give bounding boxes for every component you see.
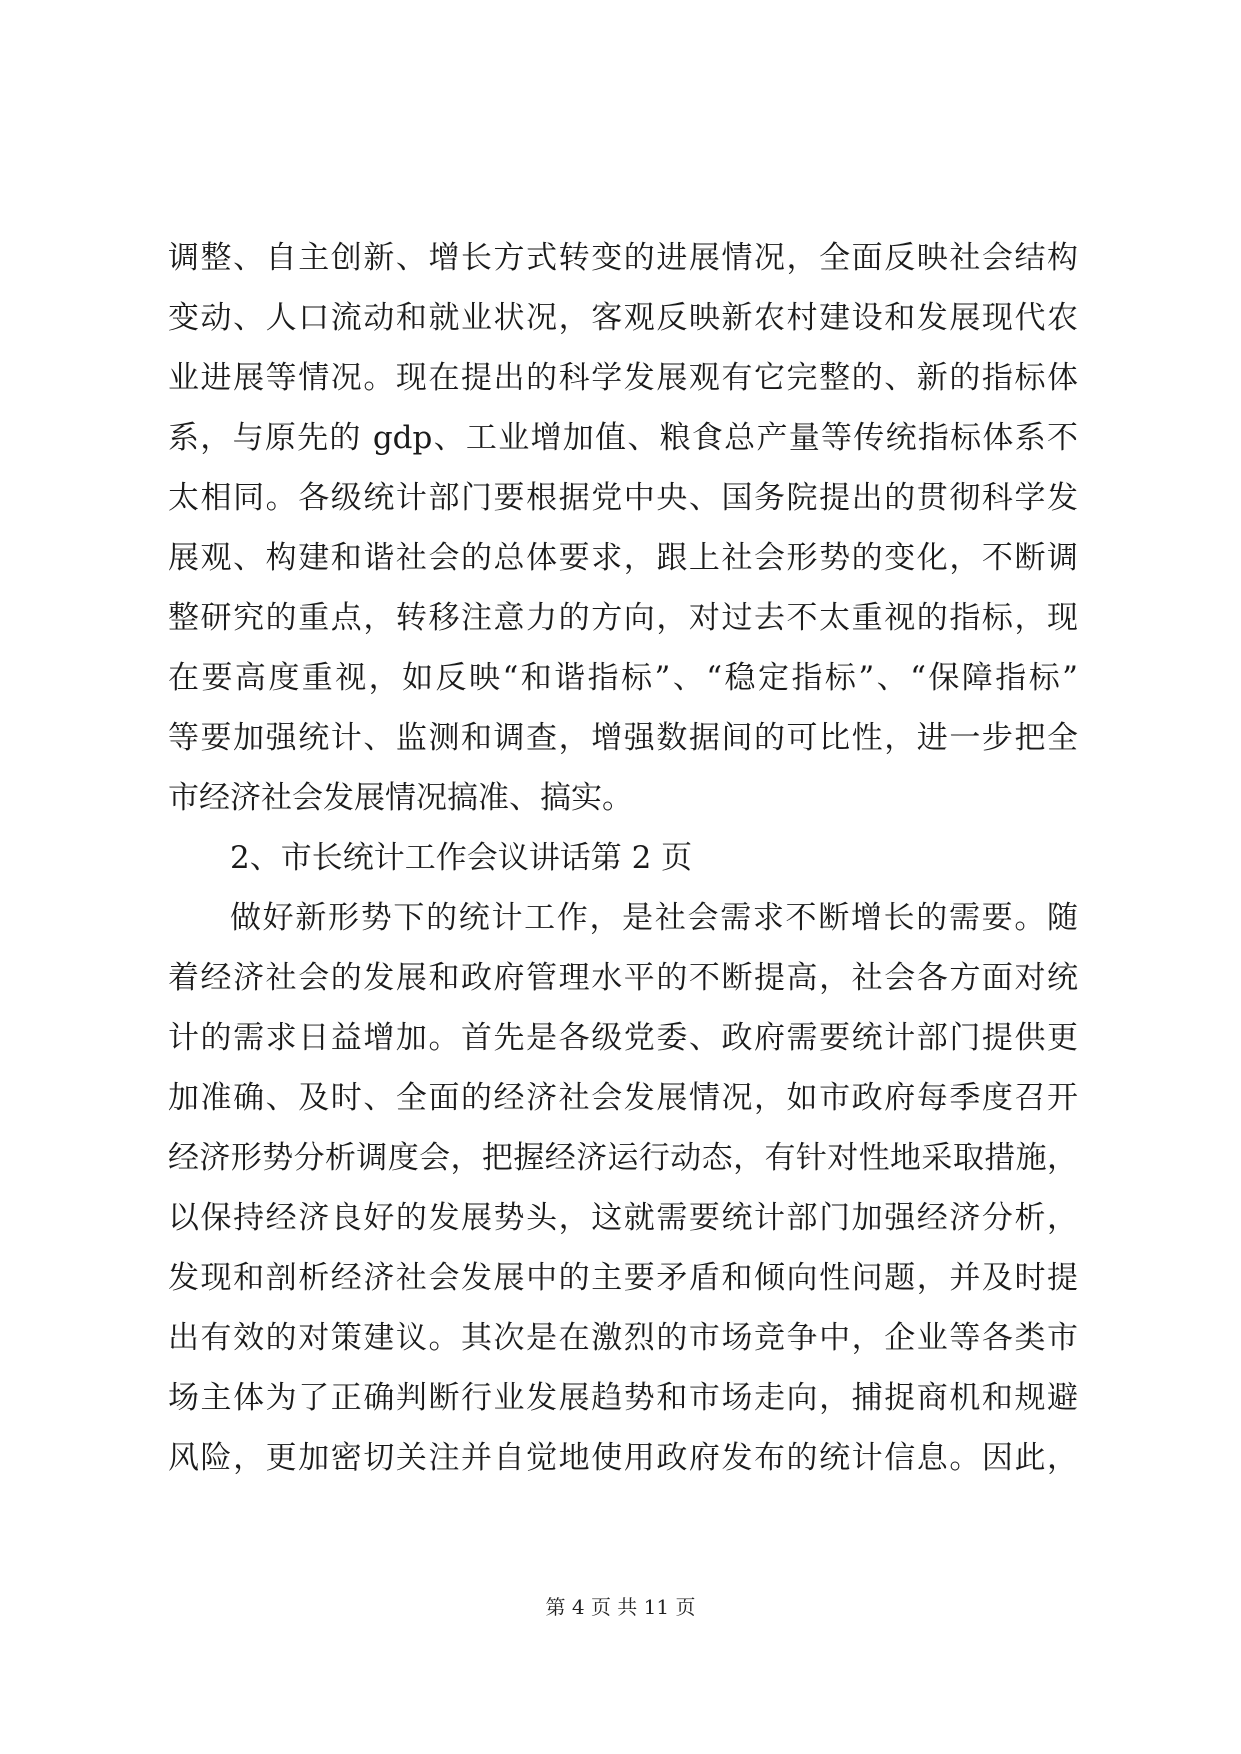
text-line: 等要加强统计、监测和调查，增强数据间的可比性，进一步把全 xyxy=(168,720,1078,756)
text-line: 整研究的重点，转移注意力的方向，对过去不太重视的指标，现 xyxy=(168,600,1078,636)
text-line: 出有效的对策建议。其次是在激烈的市场竞争中，企业等各类市 xyxy=(168,1320,1078,1356)
text-line: 场主体为了正确判断行业发展趋势和市场走向，捕捉商机和规避 xyxy=(168,1380,1078,1416)
text-line: 展观、构建和谐社会的总体要求，跟上社会形势的变化，不断调 xyxy=(168,540,1078,576)
text-line: 经济形势分析调度会，把握经济运行动态，有针对性地采取措施， xyxy=(168,1140,1078,1176)
text-line: 风险，更加密切关注并自觉地使用政府发布的统计信息。因此， xyxy=(168,1440,1078,1476)
page-number-footer: 第 4 页 共 11 页 xyxy=(545,1595,696,1619)
text-line: 系，与原先的 gdp、工业增加值、粮食总产量等传统指标体系不 xyxy=(168,420,1078,456)
text-line: 以保持经济良好的发展势头，这就需要统计部门加强经济分析， xyxy=(168,1200,1078,1236)
text-line: 计的需求日益增加。首先是各级党委、政府需要统计部门提供更 xyxy=(168,1020,1078,1056)
body-text xyxy=(168,228,1078,1488)
text-line: 发现和剖析经济社会发展中的主要矛盾和倾向性问题，并及时提 xyxy=(168,1260,1078,1296)
text-line: 业进展等情况。现在提出的科学发展观有它完整的、新的指标体 xyxy=(168,360,1078,396)
text-line: 做好新形势下的统计工作，是社会需求不断增长的需要。随 xyxy=(230,900,1078,936)
text-line: 调整、自主创新、增长方式转变的进展情况，全面反映社会结构 xyxy=(168,240,1078,276)
text-line: 太相同。各级统计部门要根据党中央、国务院提出的贯彻科学发 xyxy=(168,480,1078,516)
text-line: 在要高度重视，如反映“和谐指标”、“稳定指标”、“保障指标” xyxy=(168,660,1078,696)
section-heading: 2、市长统计工作会议讲话第 2 页 xyxy=(230,840,693,876)
text-line: 市经济社会发展情况搞准、搞实。 xyxy=(168,780,633,816)
text-line: 加准确、及时、全面的经济社会发展情况，如市政府每季度召开 xyxy=(168,1080,1078,1116)
text-line: 变动、人口流动和就业状况，客观反映新农村建设和发展现代农 xyxy=(168,300,1078,336)
text-line: 着经济社会的发展和政府管理水平的不断提高，社会各方面对统 xyxy=(168,960,1078,996)
